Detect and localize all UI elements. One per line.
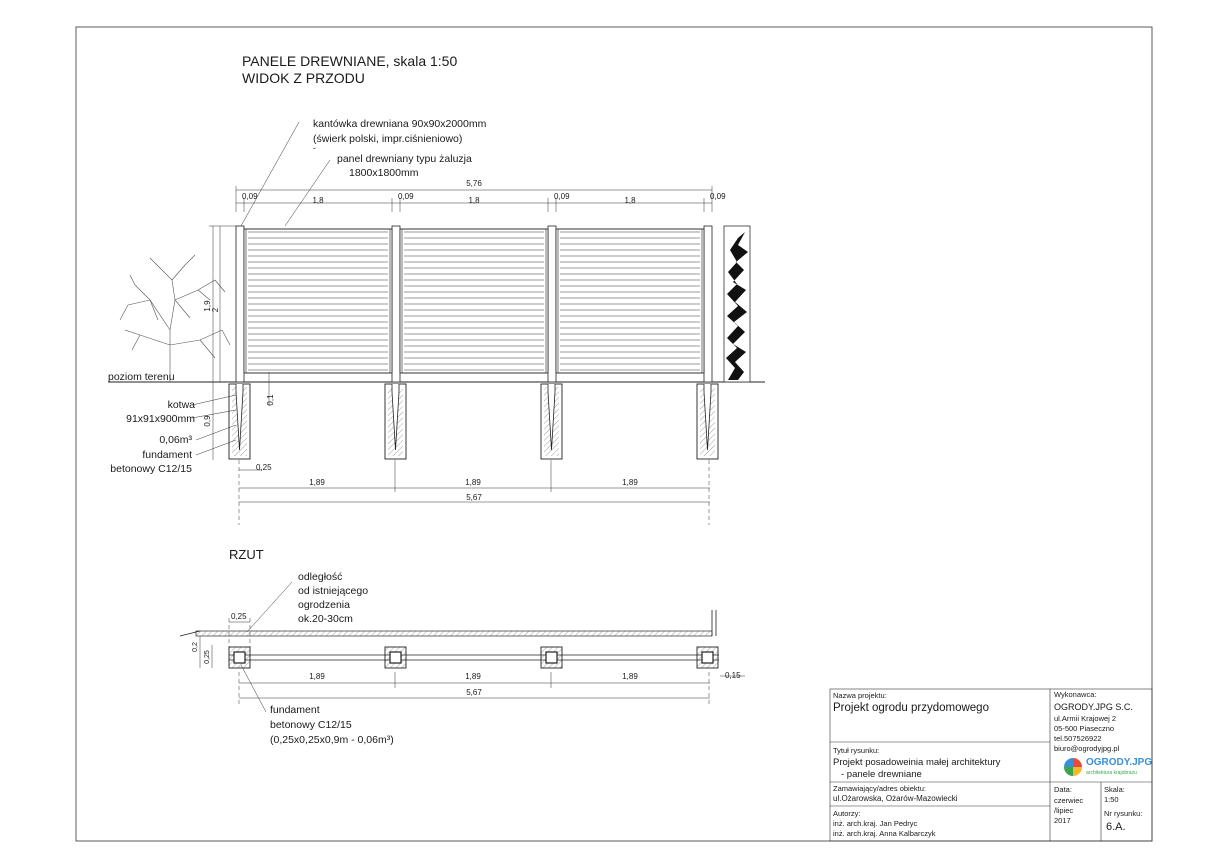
plan-found-3: (0,25x0,25x0,9m - 0,06m³): [270, 734, 394, 746]
ground-label: poziom terenu: [108, 371, 175, 383]
foundation-front-1: [229, 384, 250, 459]
tb-address-1: ul.Armii Krajowej 2: [1054, 714, 1117, 723]
tb-drawing-line2: - panele drewniane: [841, 769, 922, 780]
tb-contractor-label: Wykonawca:: [1054, 690, 1097, 699]
logo-mark-icon: [1064, 758, 1082, 776]
tb-project-label: Nazwa projektu:: [833, 691, 887, 700]
plan-dim-found-v: 0,25: [204, 650, 211, 664]
plan-found-1: fundament: [270, 704, 320, 716]
hedge-sketch: [724, 226, 750, 382]
tb-client-label: Zamawiający/adres obiektu:: [833, 784, 926, 793]
tb-address-2: 05-500 Piaseczno: [1054, 724, 1115, 733]
tb-sheet-label: Nr rysunku:: [1104, 809, 1143, 818]
panel-frame: [244, 229, 392, 373]
post-square: [234, 652, 245, 663]
tb-date-3: 2017: [1054, 816, 1071, 825]
tb-client-value: ul.Ożarowska, Ożarów-Mazowiecki: [833, 794, 958, 803]
plan-found-2: betonowy C12/15: [270, 719, 352, 731]
plan-note-4: ok.20-30cm: [298, 613, 353, 625]
title-line1: PANELE DREWNIANE, skala 1:50: [242, 53, 458, 69]
post-3: [548, 226, 556, 382]
plan-end: 0,15: [725, 671, 741, 680]
plan-dim-found: 0,25: [231, 612, 247, 621]
post-square: [546, 652, 557, 663]
foundation-plan-3: [541, 647, 562, 668]
foundation-plan-4: [697, 647, 718, 668]
plan-total: 5,67: [466, 688, 482, 697]
dim-depth: 0,9: [203, 415, 212, 427]
foundation-label-1: fundament: [142, 449, 192, 461]
tb-author-2: inż. arch.kraj. Anna Kalbarczyk: [833, 829, 936, 838]
dim-post-3: 0,09: [554, 192, 570, 201]
foundation-plan-1: [229, 647, 250, 668]
title-line2: WIDOK Z PRZODU: [242, 70, 365, 86]
plan-spacing-2: 1,89: [465, 672, 481, 681]
panel-frame: [400, 229, 548, 373]
tb-email: biuro@ogrodyjpg.pl: [1054, 744, 1120, 753]
dim-found-width: 0,25: [256, 463, 272, 472]
plan-note-3: ogrodzenia: [298, 599, 350, 611]
foundation-label-2: betonowy C12/15: [110, 463, 192, 475]
volume-label: 0,06m³: [159, 434, 192, 446]
dim-post-4: 0,09: [710, 192, 726, 201]
tb-date-1: czerwiec: [1054, 796, 1084, 805]
post-4: [704, 226, 712, 382]
tb-company: OGRODY.JPG S.C.: [1054, 702, 1133, 712]
plan-heading: RZUT: [229, 547, 264, 562]
tb-phone: tel.507526922: [1054, 734, 1102, 743]
dim-height-total: 2: [211, 307, 220, 313]
panel-frame: [556, 229, 704, 373]
post-square: [702, 652, 713, 663]
dim-height-panel: 1,9: [203, 300, 212, 312]
panel-2: [400, 229, 548, 373]
foundation-front-4: [697, 384, 718, 459]
foundation-plan-2: [385, 647, 406, 668]
plan-view: [180, 610, 719, 668]
tb-scale-value: 1:50: [1104, 795, 1119, 804]
tb-author-1: inż. arch.kraj. Jan Pedryc: [833, 819, 918, 828]
tb-authors-label: Autorzy:: [833, 809, 861, 818]
company-logo: [1062, 757, 1153, 781]
dim-panel-3: 1,8: [624, 196, 636, 205]
foundation-front-3: [541, 384, 562, 459]
plan-note-1: odległość: [298, 571, 343, 583]
post-label-mark: ˇ: [313, 147, 316, 156]
dim-spacing-1: 1,89: [309, 478, 325, 487]
logo-subtitle: architektura krajobrazu: [1086, 770, 1137, 776]
tb-drawing-line1: Projekt posadoweinia małej architektury: [833, 757, 1001, 768]
dim-spacing-3: 1,89: [622, 478, 638, 487]
dim-panel-2: 1,8: [468, 196, 480, 205]
dim-total-top: 5,76: [466, 179, 482, 188]
existing-fence: [196, 631, 712, 636]
plan-note-2: od istniejącego: [298, 585, 369, 597]
foundation-front-2: [385, 384, 406, 459]
panel-1: [244, 229, 392, 373]
dim-panel-1: 1,8: [312, 196, 324, 205]
plan-spacing-1: 1,89: [309, 672, 325, 681]
post-label-2: (świerk polski, impr.ciśnieniowo): [313, 133, 463, 145]
foundations-plan: [229, 647, 718, 668]
foundations-front: [229, 384, 718, 459]
panel-label-2: 1800x1800mm: [349, 167, 419, 179]
dim-gap: 0,1: [266, 394, 275, 406]
logo-text: OGRODY.JPG: [1086, 757, 1153, 768]
panel-3: [556, 229, 704, 373]
dim-post-2: 0,09: [398, 192, 414, 201]
post-label-1: kantówka drewniana 90x90x2000mm: [313, 118, 487, 130]
post-1: [236, 226, 244, 382]
plan-labels: [192, 571, 741, 746]
tb-sheet-value: 6.A.: [1106, 821, 1126, 833]
anchor-label-1: kotwa: [167, 399, 195, 411]
post-square: [390, 652, 401, 663]
panel-label-1: panel drewniany typu żaluzja: [337, 153, 472, 165]
dim-post-1: 0,09: [242, 192, 258, 201]
dim-total-bottom: 5,67: [466, 493, 482, 502]
dim-spacing-2: 1,89: [465, 478, 481, 487]
anchor-label-2: 91x91x900mm: [126, 413, 195, 425]
tb-project-name: Projekt ogrodu przydomowego: [833, 702, 989, 714]
plan-spacing-3: 1,89: [622, 672, 638, 681]
tb-date-label: Data:: [1054, 785, 1072, 794]
fence-panels: [244, 229, 704, 373]
post-2: [392, 226, 400, 382]
tb-date-2: /lipiec: [1054, 806, 1074, 815]
tree-sketch: [120, 255, 230, 382]
tb-drawing-label: Tytuł rysunku:: [833, 746, 880, 755]
plan-dim-offset: 0,2: [192, 642, 199, 652]
tb-scale-label: Skala:: [1104, 785, 1125, 794]
